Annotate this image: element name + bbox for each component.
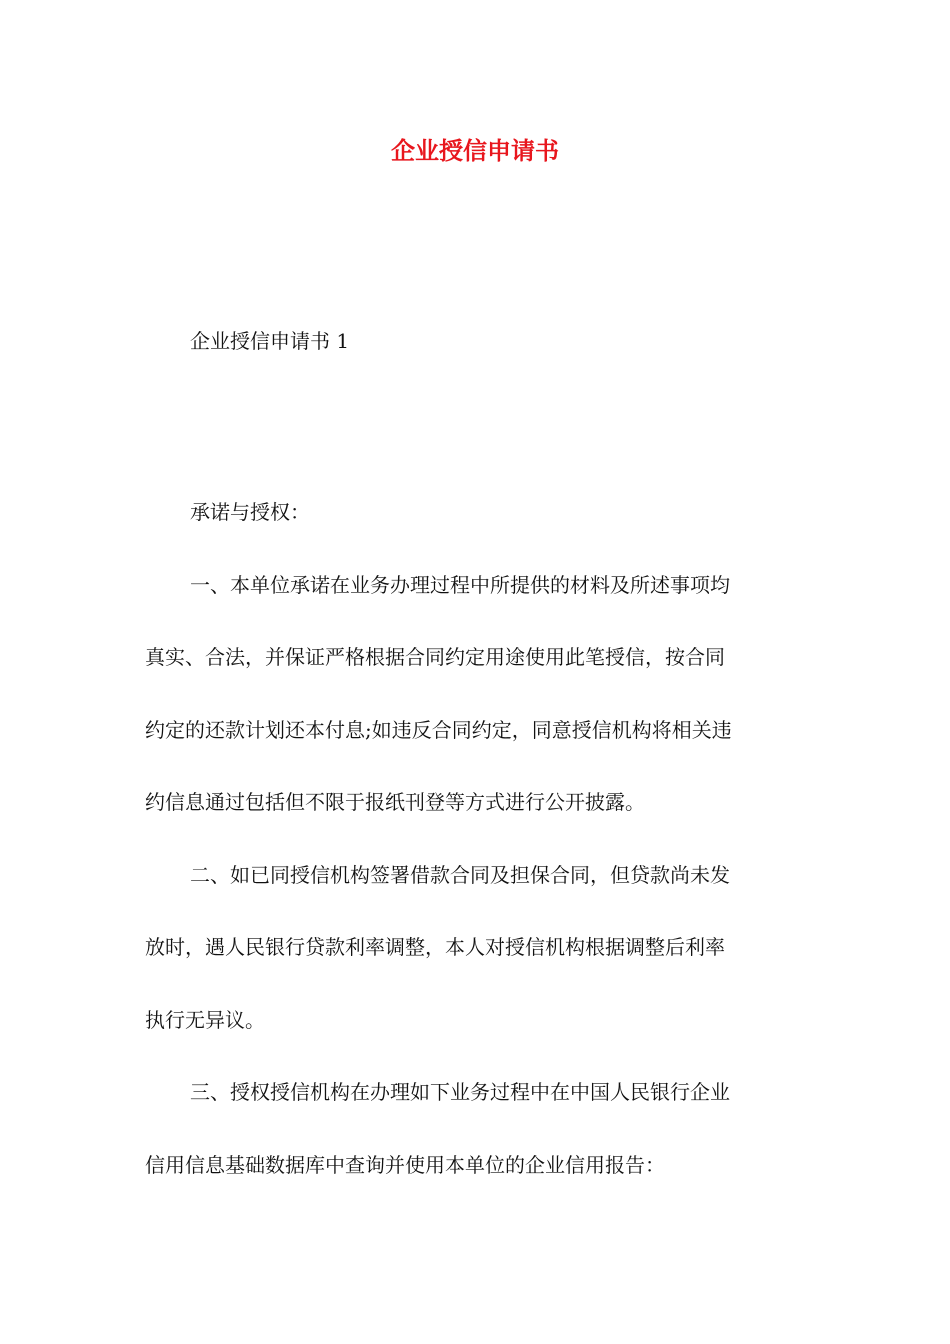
paragraph-3 [145,1056,807,1201]
paragraph-2-line-3: 执行无异议。 [145,1007,265,1032]
paragraph-1 [145,549,807,839]
paragraph-1-line-3: 约定的还款计划还本付息;如违反合同约定，同意授信机构将相关违 [145,717,732,742]
intro-paragraph [145,476,807,549]
intro-line: 承诺与授权： [190,500,310,524]
section-heading: 企业授信申请书 1 [190,329,350,353]
paragraph-3-line-1: 三、授权授信机构在办理如下业务过程中在中国人民银行企业 [190,1080,730,1104]
paragraph-2-line-2: 放时，遇人民银行贷款利率调整，本人对授信机构根据调整后利率 [145,935,725,959]
document-title: 企业授信申请书 [391,136,559,165]
document-body [145,476,807,1201]
paragraph-1-line-1: 一、本单位承诺在业务办理过程中所提供的材料及所述事项均 [190,572,730,597]
paragraph-1-line-2: 真实、合法，并保证严格根据合同约定用途使用此笔授信，按合同 [145,645,725,669]
paragraph-2 [145,839,807,1057]
paragraph-1-line-4: 约信息通过包括但不限于报纸刊登等方式进行公开披露。 [145,790,645,814]
paragraph-3-line-2: 信用信息基础数据库中查询并使用本单位的企业信用报告： [145,1152,665,1177]
paragraph-2-line-1: 二、如已同授信机构签署借款合同及担保合同，但贷款尚未发 [190,862,730,887]
